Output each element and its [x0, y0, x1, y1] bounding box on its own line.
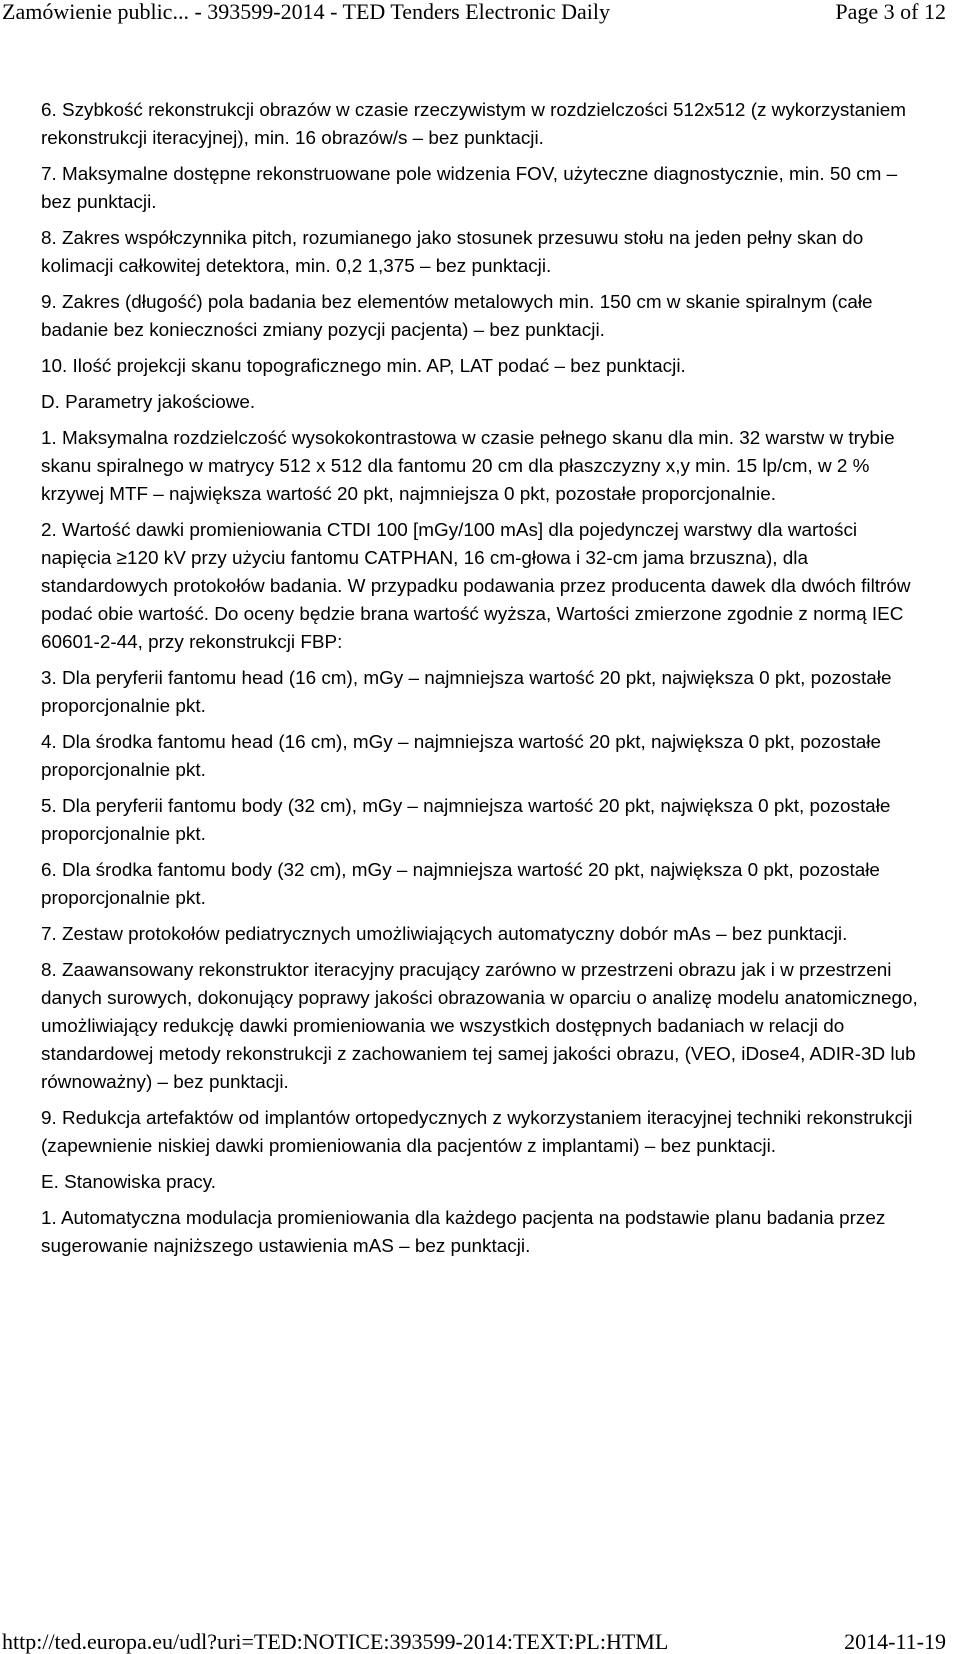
document-body: [41, 97, 921, 1269]
paragraph-head-periphery: 3. Dla peryferii fantomu head (16 cm), mGy – najmniejsza wartość 20 pkt, największa 0 pkt, pozostałe proporcjonalnie pkt.: [41, 668, 892, 717]
paragraph-pediatric: 7. Zestaw protokołów pediatrycznych umożliwiających automatyczny dobór mAs – bez punktacji.: [41, 924, 848, 945]
paragraph-speed: 6. Szybkość rekonstrukcji obrazów w czasie rzeczywistym w rozdzielczości 512x512 (z wykorzystaniem rekonstrukcji iteracyjnej), min. 16 obrazów/s – bez punktacji.: [41, 100, 907, 149]
paragraph-resolution: 1. Maksymalna rozdzielczość wysokokontrastowa w czasie pełnego skanu dla min. 32 warstw w trybie skanu spiralnego w matrycy 512 x 512 dla fantomu 20 cm dla płaszczyzny x,y min. 15 lp/cm, w 2 % krzywej MTF – największa wartość 20 pkt, najmniejsza 0 pkt, pozostałe proporcjonalnie.: [41, 428, 895, 505]
paragraph-iterative-reconstruction: 8. Zaawansowany rekonstruktor iteracyjny pracujący zarówno w przestrzeni obrazu jak i w przestrzeni danych surowych, dokonujący poprawy jakości obrazowania w oparciu o analizę modelu anatomicznego, umożliwiający redukcję dawki promieniowania we wszystkich dostępnych badaniach w relacji do standardowej metody rekonstrukcji z zachowaniem tej samej jakości obrazu, (VEO, iDose4, ADIR-3D lub równoważny) – bez punktacji.: [41, 960, 918, 1093]
paragraph-metal-artifacts: 9. Redukcja artefaktów od implantów ortopedycznych z wykorzystaniem iteracyjnej techniki rekonstrukcji (zapewnienie niskiej dawki promieniowania dla pacjentów z implantami) – bez punktacji.: [41, 1108, 913, 1157]
paragraph-scan-range: 9. Zakres (długość) pola badania bez elementów metalowych min. 150 cm w skanie spiralnym (całe badanie bez konieczności zmiany pozycji pacjenta) – bez punktacji.: [41, 292, 873, 341]
print-date: 2014-11-19: [844, 1629, 946, 1654]
paragraph-pitch: 8. Zakres współczynnika pitch, rozumianego jako stosunek przesuwu stołu na jeden pełny skan do kolimacji całkowitej detektora, min. 0,2 1,375 – bez punktacji.: [41, 228, 864, 277]
paragraph-topogram: 10. Ilość projekcji skanu topograficznego min. AP, LAT podać – bez punktacji.: [41, 356, 686, 377]
paragraph-fov: 7. Maksymalne dostępne rekonstruowane pole widzenia FOV, użyteczne diagnostycznie, min. 50 cm – bez punktacji.: [41, 164, 898, 213]
paragraph-head-center: 4. Dla środka fantomu head (16 cm), mGy – najmniejsza wartość 20 pkt, największa 0 pkt, pozostałe proporcjonalnie pkt.: [41, 732, 881, 781]
paragraph-body-periphery: 5. Dla peryferii fantomu body (32 cm), mGy – najmniejsza wartość 20 pkt, największa 0 pkt, pozostałe proporcjonalnie pkt.: [41, 796, 891, 845]
section-heading-e: E. Stanowiska pracy.: [41, 1172, 216, 1193]
paragraph-dose-modulation: 1. Automatyczna modulacja promieniowania dla każdego pacjenta na podstawie planu badania przez sugerowanie najniższego ustawienia mAS – bez punktacji.: [41, 1208, 886, 1257]
section-heading-d: D. Parametry jakościowe.: [41, 392, 256, 413]
paragraph-body-center: 6. Dla środka fantomu body (32 cm), mGy – najmniejsza wartość 20 pkt, największa 0 pkt, pozostałe proporcjonalnie pkt.: [41, 860, 880, 909]
page-url: http://ted.europa.eu/udl?uri=TED:NOTICE:393599-2014:TEXT:PL:HTML: [2, 1629, 669, 1654]
page-title: Zamówienie public... - 393599-2014 - TED Tenders Electronic Daily: [2, 0, 610, 24]
paragraph-ctdi: 2. Wartość dawki promieniowania CTDI 100 [mGy/100 mAs] dla pojedynczej warstwy dla wartości napięcia ≥120 kV przy użyciu fantomu CATPHAN, 16 cm-głowa i 32-cm jama brzuszna), dla standardowych protokołów badania. W przypadku podawania przez producenta dawek dla dwóch filtrów podać obie wartość. Do oceny będzie brana wartość wyższa, Wartości zmierzone zgodnie z normą IEC 60601-2-44, przy rekonstrukcji FBP:: [41, 520, 911, 653]
page-number: Page 3 of 12: [835, 0, 946, 24]
